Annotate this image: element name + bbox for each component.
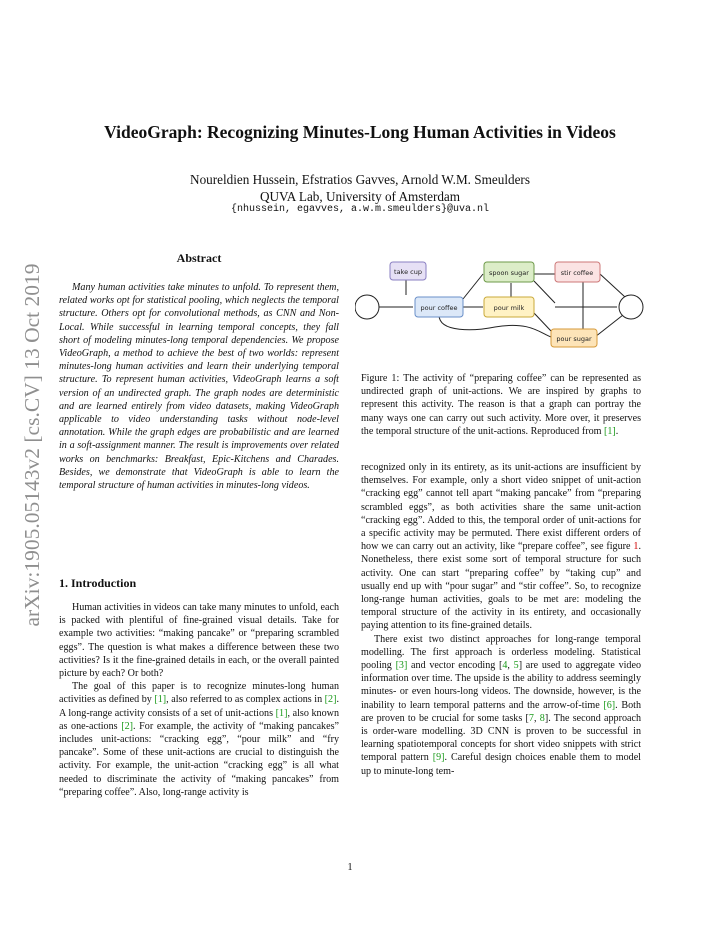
graph-edge	[595, 315, 623, 337]
section-heading-introduction: 1. Introduction	[59, 576, 137, 590]
author-block	[60, 171, 660, 205]
end-node	[619, 295, 643, 319]
figure-link[interactable]: 1	[633, 541, 639, 553]
activity-graph-diagram	[355, 253, 645, 355]
graph-edge	[600, 274, 625, 297]
citation-link[interactable]: [3]	[395, 660, 408, 672]
author-names: Noureldien Hussein, Efstratios Gavves, Arnold W.M. Smeulders	[190, 172, 530, 187]
abstract-heading: Abstract	[176, 251, 222, 265]
node-label: stir coffee	[560, 269, 594, 277]
start-node	[355, 295, 379, 319]
abstract-text: Many human activities take minutes to unfold. To represent them, related works opt for statistical pooling, which neglects the temporal structure. Others opt for convolutional methods, as CNN and Non-Local. While successful in learning temporal concepts, they fall short of modeling minutes-long temporal dependencies. We propose VideoGraph, a method to achieve the best of two worlds: represent minutes-long human activities and learn their underlying temporal structure. To represent human activities, VideoGraph learns a soft version of an undirected graph. The graph nodes are deterministic and are learned entirely from video datasets, making VideoGraph applicable to video understanding tasks without node-level annotation. While the graph edges are probabilistic and are learned in a soft-assignment manner. The result is improvements over related works on benchmarks: Breakfast, Epic-Kitchens and Charades. Besides, we demonstrate that VideoGraph is able to learn the temporal structure of human activities in minutes-long videos.	[59, 282, 339, 492]
arxiv-identifier: arXiv:1905.05143v2 [cs.CV] 13 Oct 2019	[20, 263, 44, 627]
citation-link[interactable]: 5	[513, 660, 519, 672]
citation-link[interactable]: [6]	[603, 699, 616, 711]
abstract-body	[59, 281, 339, 492]
graph-edge	[534, 313, 551, 331]
citation-link[interactable]: [1]	[275, 707, 288, 719]
citation-link[interactable]: [9]	[432, 752, 445, 764]
right-column-body	[361, 461, 641, 778]
citation-link[interactable]: [2]	[324, 694, 337, 706]
node-label: pour milk	[493, 304, 525, 312]
page-number: 1	[347, 862, 353, 873]
intro-paragraph-1: Human activities in videos can take many minutes to unfold, each is packed with plentiful of fine-grained visual details. Take for example two activities: “making pancake” or “preparing scrambled eggs”. The question is what makes a difference between these two activities? Is it the fine-grained details in each, or the overall painted picture by each? Or both?	[59, 602, 339, 680]
affiliation: QUVA Lab, University of Amsterdam	[259, 189, 461, 204]
right-paragraph-2: There exist two distinct approaches for long-range temporal modelling. The first approach is orderless modeling. Statistical pooling [3] and vector encoding [4, 5] are used to aggregate video information over time. The upside is the ability to address seemingly minutes- or even hours-long videos. The downside, however, is the inability to learn temporal patterns and the arrow-of-time [6]. Both are proven to be crucial for some tasks [7, 8]. The second approach is order-ware modelling. 3D CNN is proven to be successful in learning spatiotemporal concepts for short video snippets with strict temporal pattern [9]. Careful design choices enable them to model up to minute-long tem-	[361, 633, 642, 777]
graph-edge	[534, 281, 555, 303]
figure-1-caption: Figure 1: The activity of “preparing coffee” can be represented as undirected graph of unit-actions. We are inspired by graphs to represent this activity. The reason is that a graph can portray the many ways one can carry out such activity. More over, it preserves the temporal structure of the unit-actions. Reproduced from [1].	[361, 373, 641, 437]
citation-link[interactable]: 7	[528, 712, 534, 724]
citation-link[interactable]: [1]	[154, 694, 167, 706]
node-label: pour coffee	[420, 304, 458, 312]
graph-edge	[439, 315, 551, 337]
node-label: pour sugar	[556, 335, 592, 343]
citation-link[interactable]: [1]	[604, 425, 616, 437]
introduction-body	[59, 601, 339, 799]
paper-title: VideoGraph: Recognizing Minutes-Long Human Activities in Videos	[104, 122, 616, 142]
figure-1-graph	[355, 253, 645, 355]
citation-link[interactable]: 4	[502, 660, 508, 672]
citation-link[interactable]: 8	[539, 712, 545, 724]
node-label: take cup	[394, 268, 422, 276]
citation-link[interactable]: [2]	[121, 720, 133, 732]
intro-paragraph-2: The goal of this paper is to recognize minutes-long human activities as defined by [1], also referred to as complex actions in [2]. A long-range activity consists of a set of unit-actions [1], also known as one-actions [2]. For example, the activity of “making pancakes” includes unit-actions: “cracking egg”, “pour milk” and “fry pancake”. Some of these unit-actions are crucial to distinguish the activity. For example, the unit-action “cracking egg” is all what needed to discriminate the activity of “making pancakes” from “preparing coffee”. Also, long-range activity is	[59, 681, 339, 798]
graph-edge	[463, 274, 483, 299]
node-label: spoon sugar	[489, 269, 529, 277]
right-paragraph-1: recognized only in its entirety, as its unit-actions are insufficient by themselves. For example, only a short video snippet of unit-action “cracking egg” cannot tell apart “making pancake” from “preparing scrambled eggs”, as both activities share the same unit-action “cracking egg”. Added to this, the temporal order of unit-actions for a specific activity may be permuted. There exist different orders of how we can carry out an activity, like “prepare coffee”, see figure 1. Nonetheless, there exist some sort of temporal structure for such activity. One can start “preparing coffee” by “taking cup” and usually end up with “pour sugar” and “stir coffee”. So, to recognize long-range human activities, goals to be met are: modeling the temporal structure of the activity in its entirety, and occasionally paying attention to its fine-grained details.	[361, 462, 641, 632]
author-emails: {nhussein, egavves, a.w.m.smeulders}@uva.nl	[230, 204, 490, 215]
